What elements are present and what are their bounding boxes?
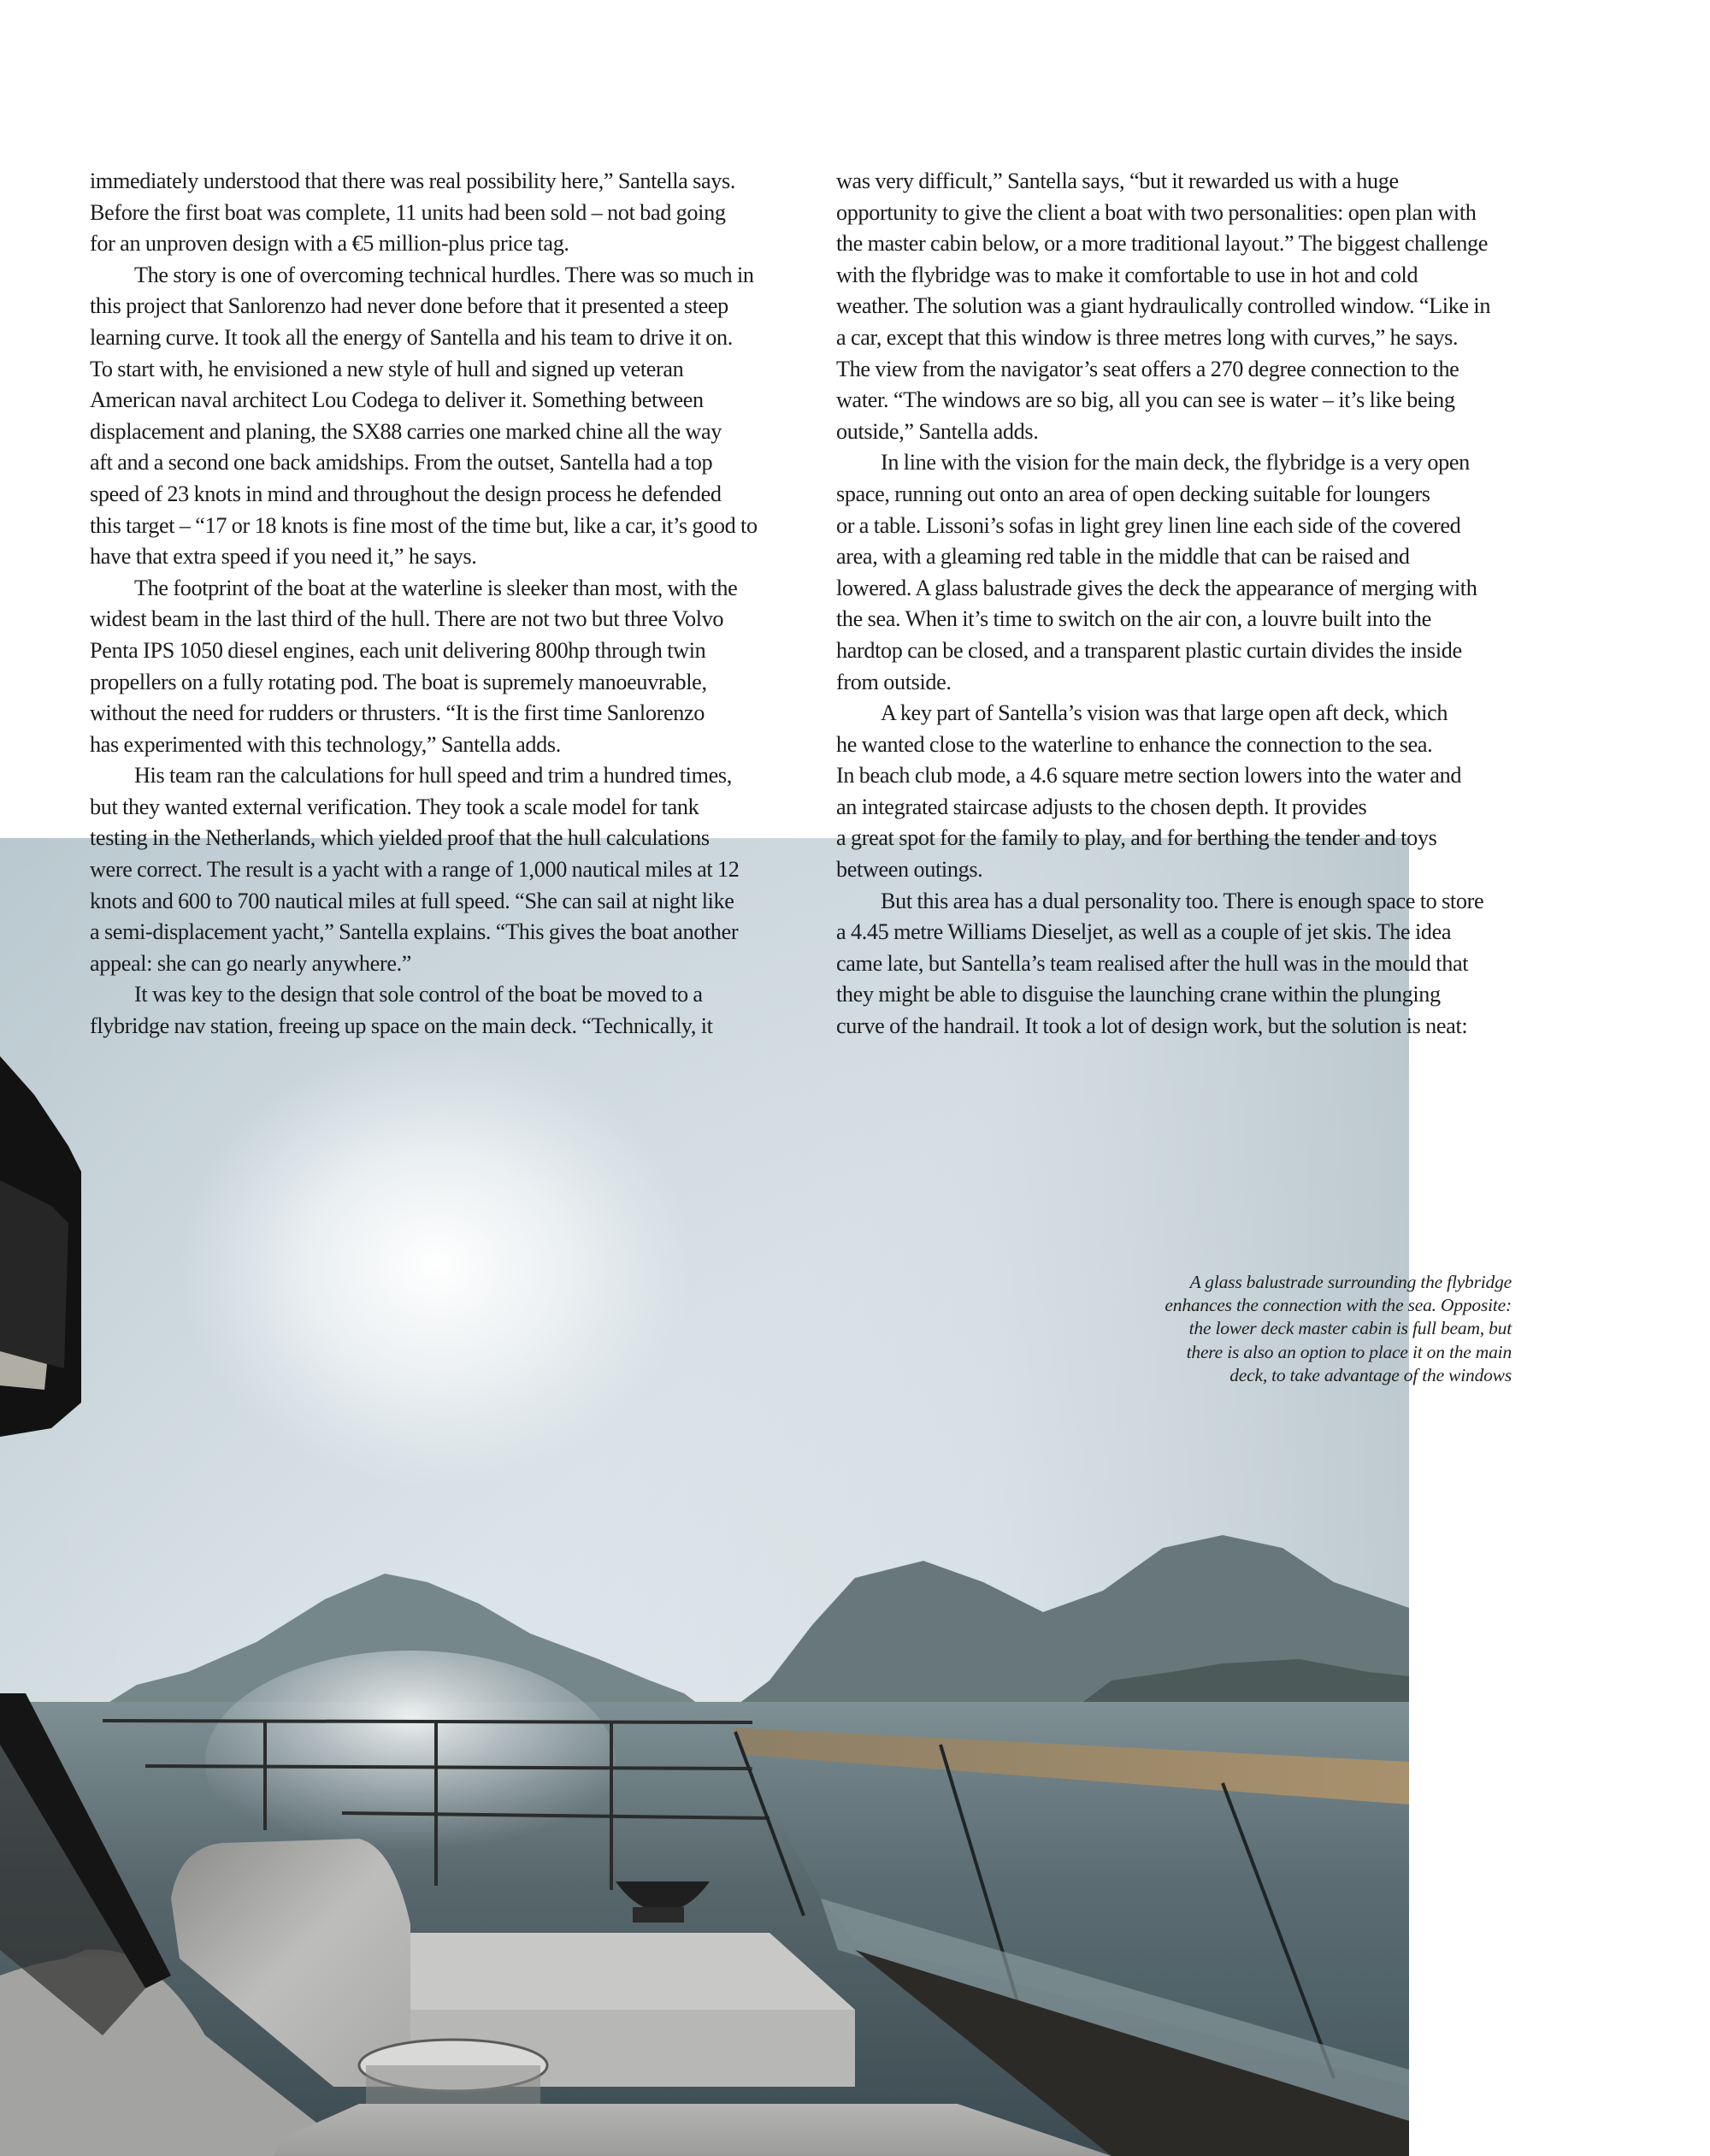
article-line: with the flybridge was to make it comfortable to use in hot and cold: [836, 262, 1418, 287]
article-line: lowered. A glass balustrade gives the deck the appearance of merging with: [836, 575, 1477, 600]
article-line: came late, but Santella’s team realised after the hull was in the mould that: [836, 950, 1469, 976]
article-line: appeal: she can go nearly anywhere.”: [90, 950, 412, 976]
article-line: a great spot for the family to play, and for berthing the tender and toys: [836, 825, 1437, 851]
article-line: immediately understood that there was real possibility here,” Santella says.: [90, 168, 736, 193]
article-line: the master cabin below, or a more traditional layout.” The biggest challenge: [836, 231, 1488, 257]
article-line: Before the first boat was complete, 11 units had been sold – not bad going: [90, 199, 726, 225]
article-line: have that extra speed if you need it,” he says.: [90, 544, 477, 570]
article-line: opportunity to give the client a boat with two personalities: open plan with: [836, 199, 1477, 225]
article-line: flybridge nav station, freeing up space on the main deck. “Technically, it: [90, 1013, 713, 1039]
caption-line: the lower deck master cabin is full beam, but: [1188, 1318, 1512, 1339]
caption-line: there is also an option to place it on the main: [1186, 1341, 1512, 1362]
article-line: In line with the vision for the main deck, the flybridge is a very open: [881, 450, 1470, 476]
article-line: testing in the Netherlands, which yielded proof that the hull calculations: [90, 825, 710, 851]
article-line: speed of 23 knots in mind and throughout the design process he defended: [90, 481, 722, 506]
article-line: he wanted close to the waterline to enhance the connection to the sea.: [836, 731, 1433, 757]
article-line: American naval architect Lou Codega to deliver it. Something between: [90, 387, 704, 413]
article-line: To start with, he envisioned a new style of hull and signed up veteran: [90, 356, 684, 381]
caption-line: enhances the connection with the sea. Opposite:: [1165, 1295, 1512, 1316]
article-line: hardtop can be closed, and a transparent plastic curtain divides the inside: [836, 637, 1462, 663]
article-line: A key part of Santella’s vision was that large open aft deck, which: [881, 700, 1448, 726]
article-right-column: [836, 166, 1559, 1043]
article-line: The footprint of the boat at the waterline is sleeker than most, with the: [134, 575, 738, 600]
article-line: displacement and planing, the SX88 carries one marked chine all the way: [90, 418, 722, 444]
article-line: this project that Sanlorenzo had never done before that it presented a steep: [90, 293, 728, 319]
article-line: water. “The windows are so big, all you can see is water – it’s like being: [836, 387, 1455, 413]
article-line: but they wanted external verification. They took a scale model for tank: [90, 794, 699, 819]
article-line: It was key to the design that sole control of the boat be moved to a: [134, 982, 703, 1007]
article-line: an integrated staircase adjusts to the chosen depth. It provides: [836, 794, 1367, 819]
article-line: His team ran the calculations for hull speed and trim a hundred times,: [134, 763, 732, 789]
article-line: In beach club mode, a 4.6 square metre section lowers into the water and: [836, 763, 1462, 789]
article-line: knots and 600 to 700 nautical miles at full speed. “She can sail at night like: [90, 888, 734, 913]
article-line: space, running out onto an area of open decking suitable for loungers: [836, 481, 1430, 506]
photo-caption: [1077, 1271, 1512, 1387]
article-line: widest beam in the last third of the hull. There are not two but three Volvo: [90, 606, 724, 632]
article-line: the sea. When it’s time to switch on the air con, a louvre built into the: [836, 606, 1431, 632]
article-line: a semi-displacement yacht,” Santella explains. “This gives the boat another: [90, 919, 739, 945]
article-line: was very difficult,” Santella says, “but it rewarded us with a huge: [836, 168, 1399, 193]
article-line: Penta IPS 1050 diesel engines, each unit delivering 800hp through twin: [90, 637, 706, 663]
article-line: The view from the navigator’s seat offers a 270 degree connection to the: [836, 356, 1459, 381]
article-line: or a table. Lissoni’s sofas in light grey linen line each side of the covered: [836, 512, 1461, 538]
article-line: outside,” Santella adds.: [836, 418, 1039, 444]
article-line: a 4.45 metre Williams Dieseljet, as well as a couple of jet skis. The idea: [836, 919, 1452, 945]
article-line: from outside.: [836, 669, 952, 694]
article-line: between outings.: [836, 857, 983, 883]
article-line: propellers on a fully rotating pod. The boat is supremely manoeuvrable,: [90, 669, 707, 694]
caption-line: deck, to take advantage of the windows: [1229, 1364, 1512, 1385]
article-line: for an unproven design with a €5 million-plus price tag.: [90, 231, 569, 257]
article-line: The story is one of overcoming technical hurdles. There was so much in: [134, 262, 754, 287]
article-line: aft and a second one back amidships. From the outset, Santella had a top: [90, 450, 713, 476]
article-line: learning curve. It took all the energy of Santella and his team to drive it on.: [90, 324, 733, 350]
article-line: area, with a gleaming red table in the middle that can be raised and: [836, 544, 1410, 570]
article-line: But this area has a dual personality too. There is enough space to store: [881, 888, 1484, 913]
article-line: were correct. The result is a yacht with a range of 1,000 nautical miles at 12: [90, 857, 740, 883]
article-line: without the need for rudders or thrusters. “It is the first time Sanlorenzo: [90, 700, 705, 726]
article-line: a car, except that this window is three metres long with curves,” he says.: [836, 324, 1459, 350]
article-left-column: [90, 166, 808, 1043]
article-line: this target – “17 or 18 knots is fine most of the time but, like a car, it’s good to: [90, 512, 758, 538]
article-line: they might be able to disguise the launching crane within the plunging: [836, 982, 1441, 1007]
article-line: curve of the handrail. It took a lot of design work, but the solution is neat:: [836, 1013, 1468, 1039]
article-line: has experimented with this technology,” Santella adds.: [90, 731, 561, 757]
caption-line: A glass balustrade surrounding the flybridge: [1189, 1272, 1512, 1292]
article-line: weather. The solution was a giant hydraulically controlled window. “Like in: [836, 293, 1491, 319]
